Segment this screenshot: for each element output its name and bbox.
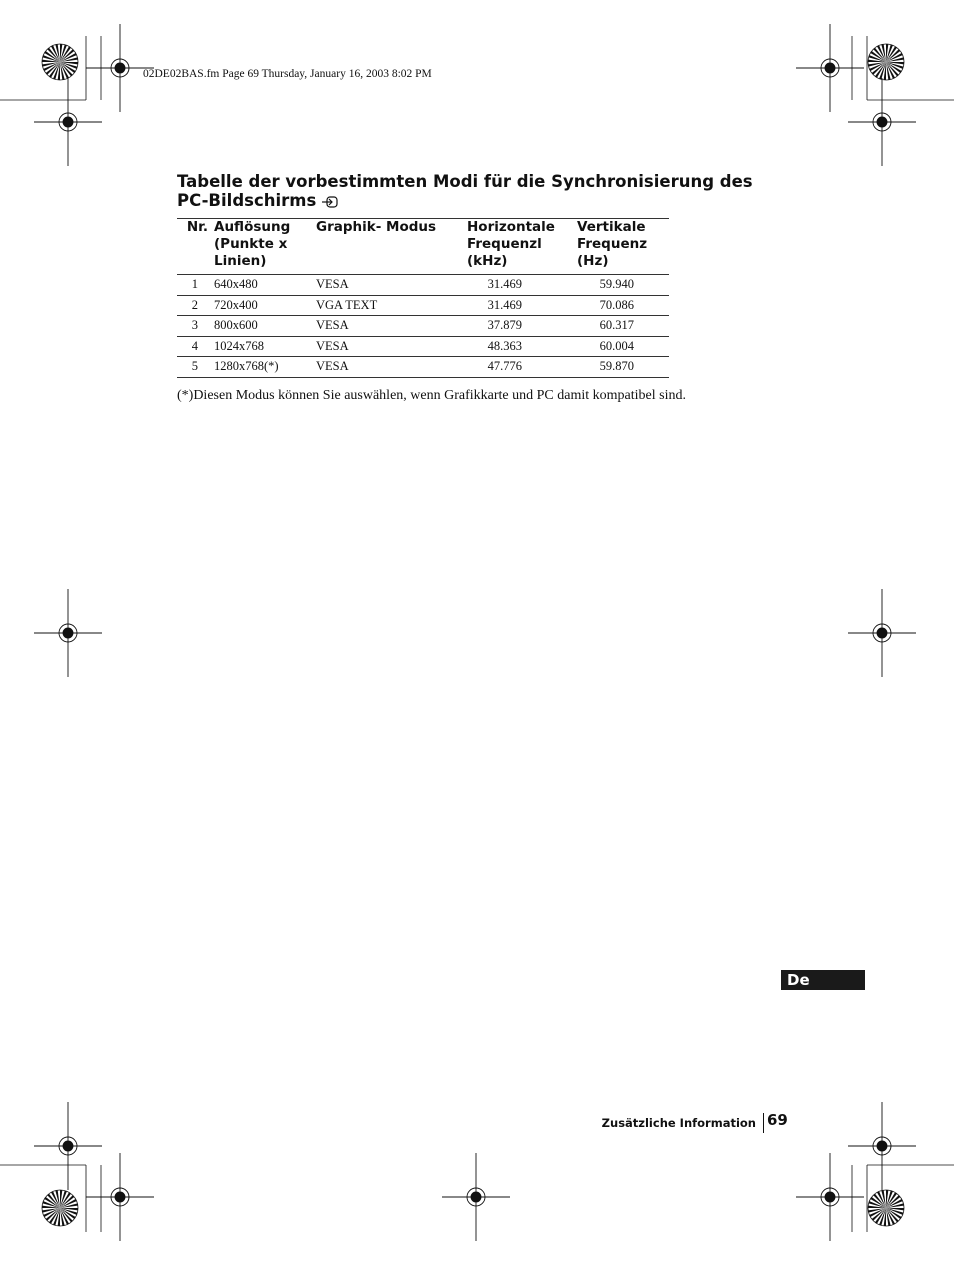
cell-vertical-frequency: 59.940 [577, 275, 669, 296]
sync-modes-table [177, 218, 669, 378]
footnote: (*)Diesen Modus können Sie auswählen, wenn Grafikkarte und PC damit kompatibel sind. [177, 388, 686, 403]
cell-horizontal-frequency: 47.776 [467, 357, 577, 378]
header-resolution: Auflösung (Punkte x Linien) [214, 219, 316, 275]
cell-nr: 5 [177, 357, 214, 378]
starburst-target-bottom-right [868, 1190, 904, 1226]
cell-resolution: 1280x768(*) [214, 357, 316, 378]
cell-vertical-frequency: 60.004 [577, 336, 669, 357]
registration-mark [86, 1153, 154, 1241]
footer-divider [763, 1113, 764, 1133]
table-row [177, 295, 669, 316]
cell-vertical-frequency: 60.317 [577, 316, 669, 337]
cell-horizontal-frequency: 37.879 [467, 316, 577, 337]
footer-section-name: Zusätzliche Information [601, 1116, 756, 1130]
cell-horizontal-frequency: 31.469 [467, 275, 577, 296]
cell-horizontal-frequency: 48.363 [467, 336, 577, 357]
cell-nr: 3 [177, 316, 214, 337]
cell-vertical-frequency: 70.086 [577, 295, 669, 316]
table-row [177, 336, 669, 357]
cell-horizontal-frequency: 31.469 [467, 295, 577, 316]
registration-mark [442, 1153, 510, 1241]
table-row [177, 316, 669, 337]
registration-mark [796, 1153, 864, 1241]
registration-mark [848, 1102, 916, 1190]
registration-mark [796, 24, 864, 112]
registration-mark [34, 589, 102, 677]
cell-mode: VGA TEXT [316, 295, 467, 316]
cell-mode: VESA [316, 316, 467, 337]
table-header-row [177, 219, 669, 275]
section-title [177, 172, 777, 213]
cell-resolution: 1024x768 [214, 336, 316, 357]
cell-mode: VESA [316, 275, 467, 296]
cell-resolution: 720x400 [214, 295, 316, 316]
header-file-info: 02DE02BAS.fm Page 69 Thursday, January 16, 2003 8:02 PM [143, 68, 432, 80]
header-graphics-mode: Graphik- Modus [316, 219, 467, 275]
page-number: 69 [767, 1111, 788, 1129]
cell-nr: 4 [177, 336, 214, 357]
cell-nr: 2 [177, 295, 214, 316]
table-row [177, 357, 669, 378]
registration-mark [848, 589, 916, 677]
registration-mark [848, 78, 916, 166]
cell-resolution: 640x480 [214, 275, 316, 296]
cell-nr: 1 [177, 275, 214, 296]
header-vertical-frequency: Vertikale Frequenz (Hz) [577, 219, 669, 275]
registration-mark [34, 1102, 102, 1190]
language-tab: De [781, 970, 865, 990]
cell-mode: VESA [316, 357, 467, 378]
cell-vertical-frequency: 59.870 [577, 357, 669, 378]
cell-mode: VESA [316, 336, 467, 357]
table-row [177, 275, 669, 296]
cell-resolution: 800x600 [214, 316, 316, 337]
registration-mark [34, 78, 102, 166]
section-title-text: Tabelle der vorbestimmten Modi für die Synchronisierung des PC-Bildschirms [177, 172, 753, 210]
header-horizontal-frequency: Horizontale Frequenzl (kHz) [467, 219, 577, 275]
starburst-target-top-right [868, 44, 904, 80]
header-nr: Nr. [177, 219, 214, 275]
starburst-target-bottom-left [42, 1190, 78, 1226]
starburst-target-top-left [42, 44, 78, 80]
pc-input-icon [322, 194, 338, 213]
